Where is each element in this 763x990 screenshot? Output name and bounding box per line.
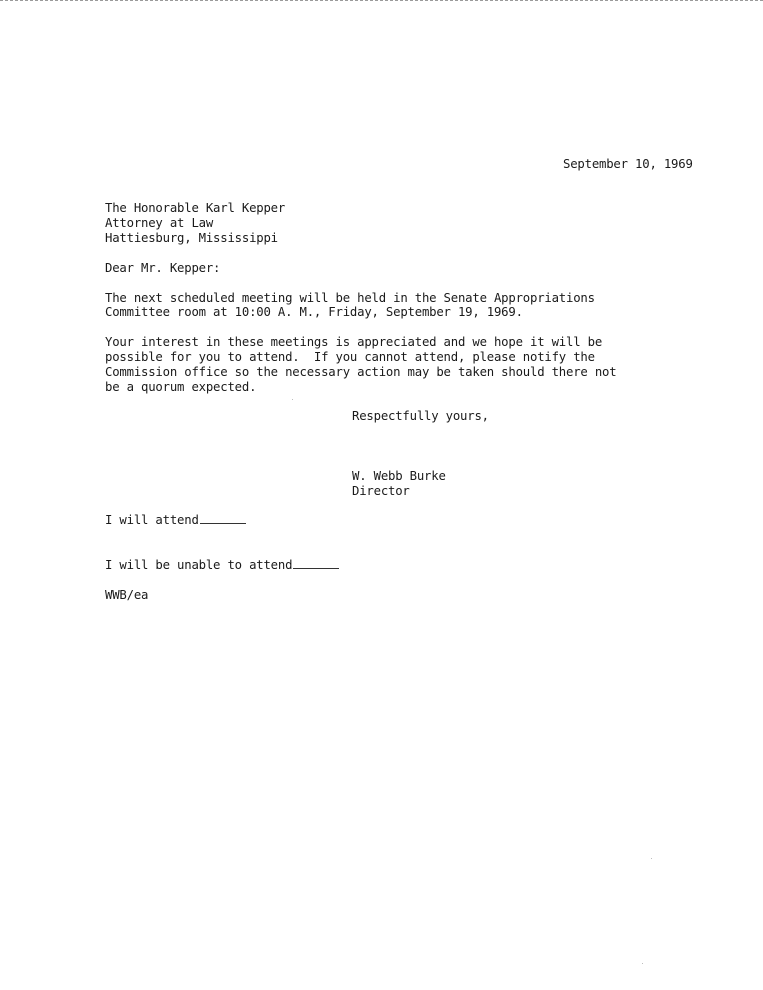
attend-blank[interactable]	[200, 513, 246, 524]
paper-speck	[292, 399, 293, 400]
recipient-title: Attorney at Law	[105, 216, 214, 230]
signature-title: Director	[352, 484, 410, 498]
reference-initials: WWB/ea	[105, 588, 149, 602]
paper-speck	[642, 963, 643, 964]
unable-response-line	[105, 558, 339, 573]
body-paragraph-1-line-1: The next scheduled meeting will be held in the Senate Appropriations	[105, 291, 595, 305]
body-paragraph-2-line-1: Your interest in these meetings is appreciated and we hope it will be	[105, 335, 603, 349]
paper-speck	[651, 858, 652, 859]
salutation: Dear Mr. Kepper:	[105, 261, 221, 275]
recipient-name: The Honorable Karl Kepper	[105, 201, 286, 215]
letter-date: September 10, 1969	[563, 157, 693, 171]
signature-name: W. Webb Burke	[352, 469, 446, 483]
attend-label: I will attend	[105, 513, 199, 527]
body-paragraph-2-line-3: Commission office so the necessary action may be taken should there not	[105, 365, 617, 379]
body-paragraph-2-line-2: possible for you to attend. If you cannot attend, please notify the	[105, 350, 595, 364]
attend-response-line	[105, 513, 246, 528]
body-paragraph-2-line-4: be a quorum expected.	[105, 380, 257, 394]
recipient-location: Hattiesburg, Mississippi	[105, 231, 278, 245]
unable-blank[interactable]	[293, 558, 339, 569]
body-paragraph-1-line-2: Committee room at 10:00 A. M., Friday, September 19, 1969.	[105, 305, 523, 319]
closing: Respectfully yours,	[352, 409, 489, 423]
unable-label: I will be unable to attend	[105, 558, 293, 572]
